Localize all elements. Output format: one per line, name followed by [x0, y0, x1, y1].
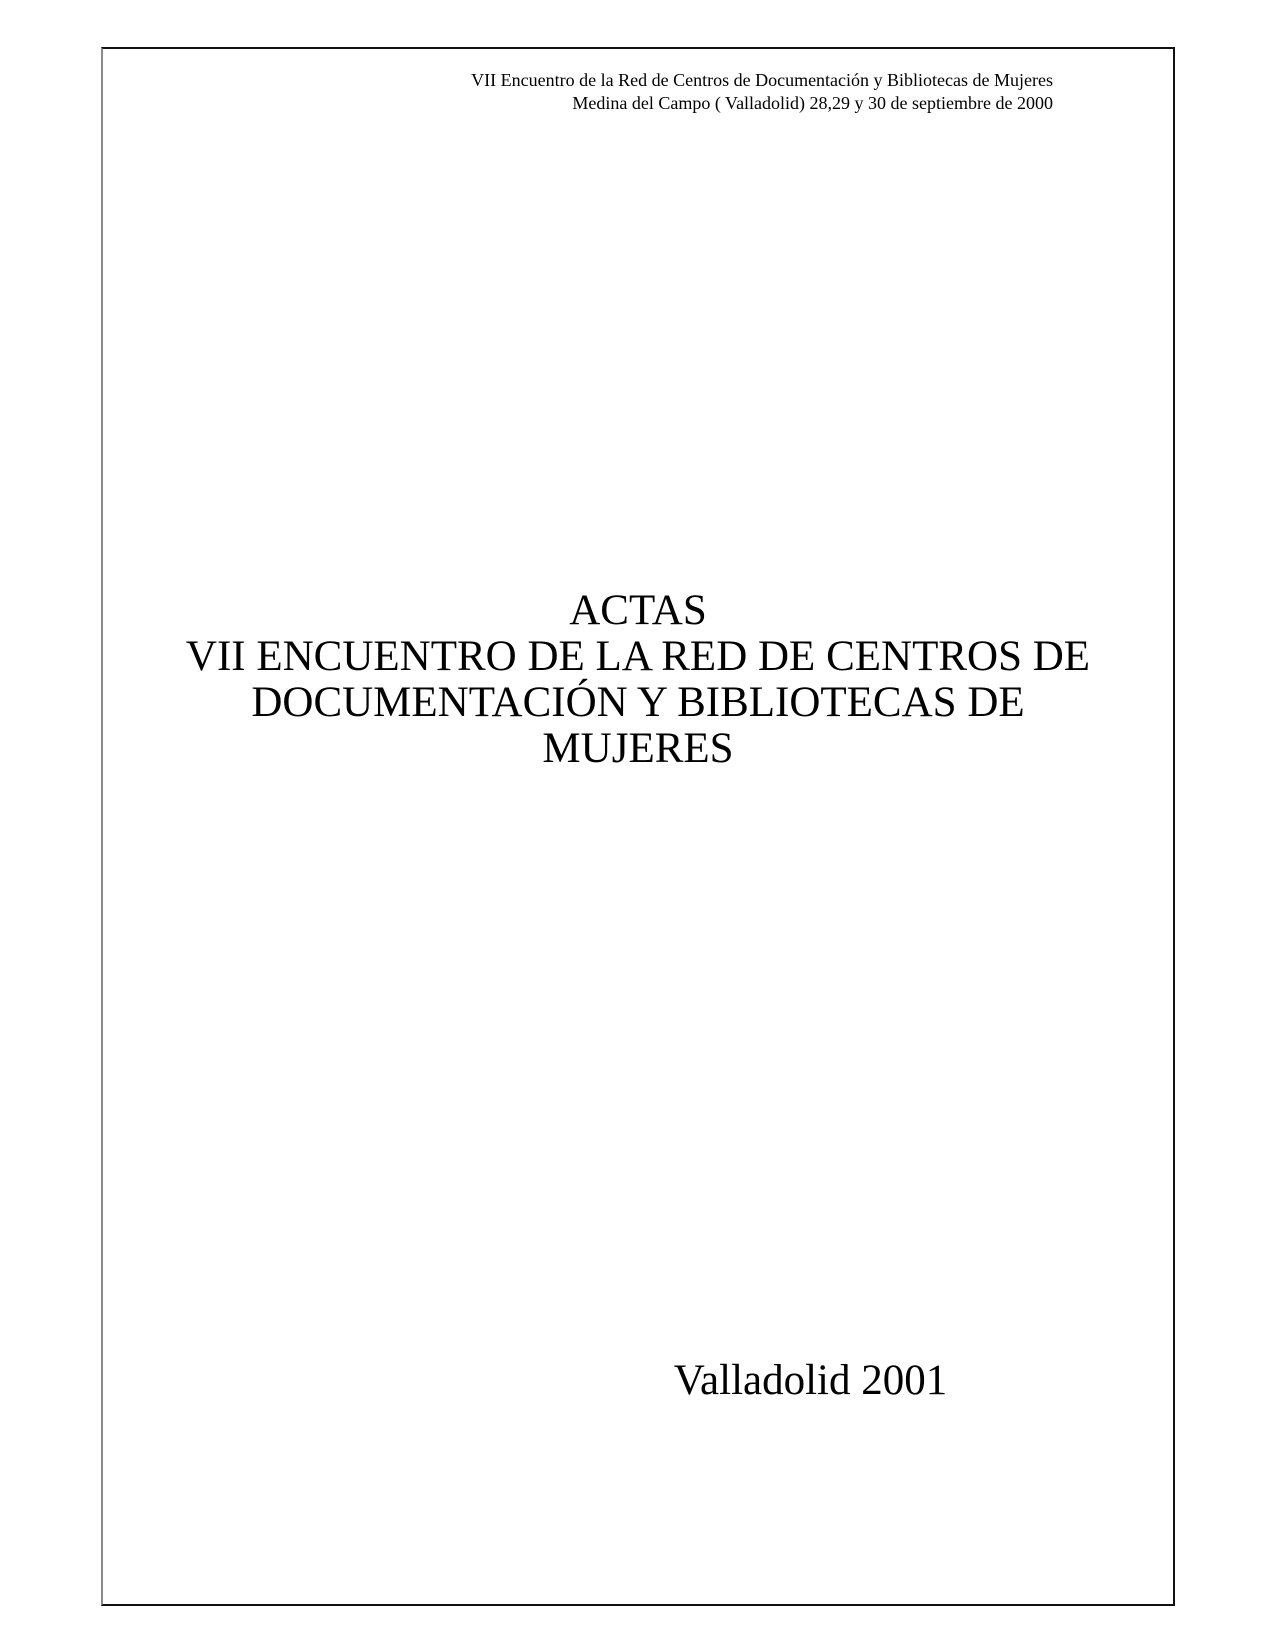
- title-line-1: ACTAS: [569, 587, 707, 634]
- header-line-2: Medina del Campo ( Valladolid) 28,29 y 30 de septiembre de 2000: [572, 93, 1053, 113]
- title-line-4: MUJERES: [542, 725, 734, 772]
- title-line-2: VII ENCUENTRO DE LA RED DE CENTROS DE: [185, 633, 1091, 680]
- document-header: [101, 69, 1053, 115]
- title-line-3: DOCUMENTACIÓN Y BIBLIOTECAS DE: [251, 679, 1025, 726]
- document-title: [101, 588, 1175, 772]
- header-line-1: VII Encuentro de la Red de Centros de Documentación y Bibliotecas de Mujeres: [471, 70, 1053, 90]
- publication-place-year: Valladolid 2001: [673, 1357, 948, 1404]
